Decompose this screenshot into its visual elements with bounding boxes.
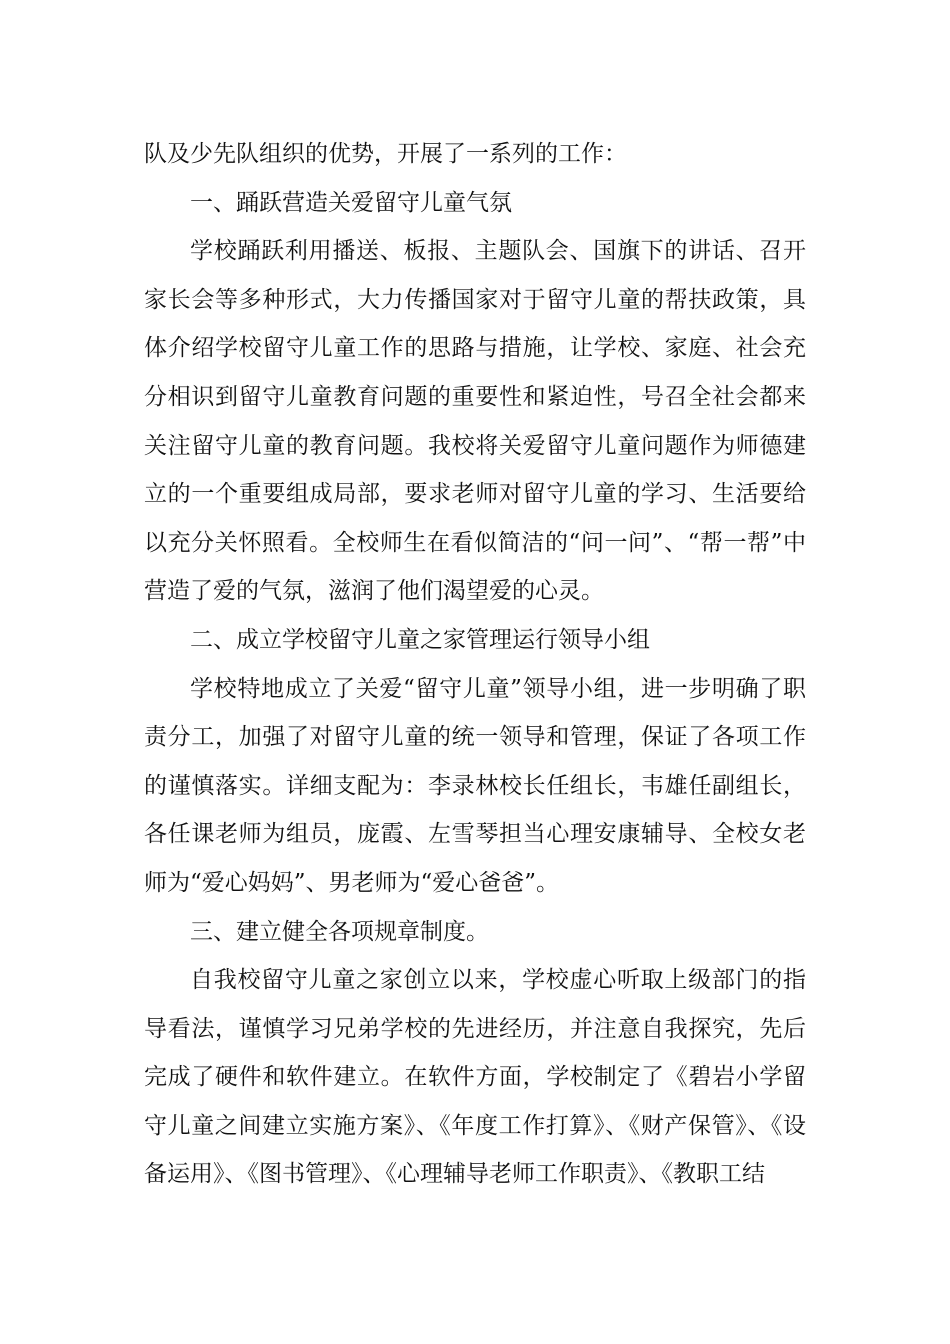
body-paragraph-1: 学校踊跃利用播送、板报、主题队会、国旗下的讲话、召开家长会等多种形式，大力传播国家对于留守儿童的帮扶政策，具体介绍学校留守儿童工作的思路与措施，让学校、家庭、社会充分相识到留守儿童教育问题的重要性和紧迫性，号召全社会都来关注留守儿童的教育问题。我校将关爱留守儿童问题作为师德建立的一个重要组成局部，要求老师对留守儿童的学习、生活要给以充分关怀照看。全校师生在看似简洁的“问一问”、“帮一帮”中营造了爱的气氛，滋润了他们渴望爱的心灵。: [144, 238, 806, 605]
section-heading-3: 三、建立健全各项规章制度。: [190, 918, 489, 945]
body-paragraph-3: 自我校留守儿童之家创立以来，学校虚心听取上级部门的指导看法，谨慎学习兄弟学校的先进经历，并注意自我探究，先后完成了硬件和软件建立。在软件方面，学校制定了《碧岩小学留守儿童之间建立实施方案》、《年度工作打算》、《财产保管》、《设备运用》、《图书管理》、《心理辅导老师工作职责》、《教职工结: [144, 967, 806, 1188]
section-heading-1: 一、踊跃营造关爱留守儿童气氛: [190, 189, 512, 216]
body-paragraph-2: 学校特地成立了关爱“留守儿童”领导小组，进一步明确了职责分工，加强了对留守儿童的统一领导和管理，保证了各项工作的谨慎落实。详细支配为：李录林校长任组长，韦雄任副组长，各任课老师为组员，庞霞、左雪琴担当心理安康辅导、全校女老师为“爱心妈妈”、男老师为“爱心爸爸”。: [144, 675, 806, 896]
section-heading-2: 二、成立学校留守儿童之家管理运行领导小组: [190, 626, 650, 653]
document-body: [144, 130, 806, 1199]
body-paragraph-continuation: 队及少先队组织的优势，开展了一系列的工作：: [144, 141, 627, 167]
